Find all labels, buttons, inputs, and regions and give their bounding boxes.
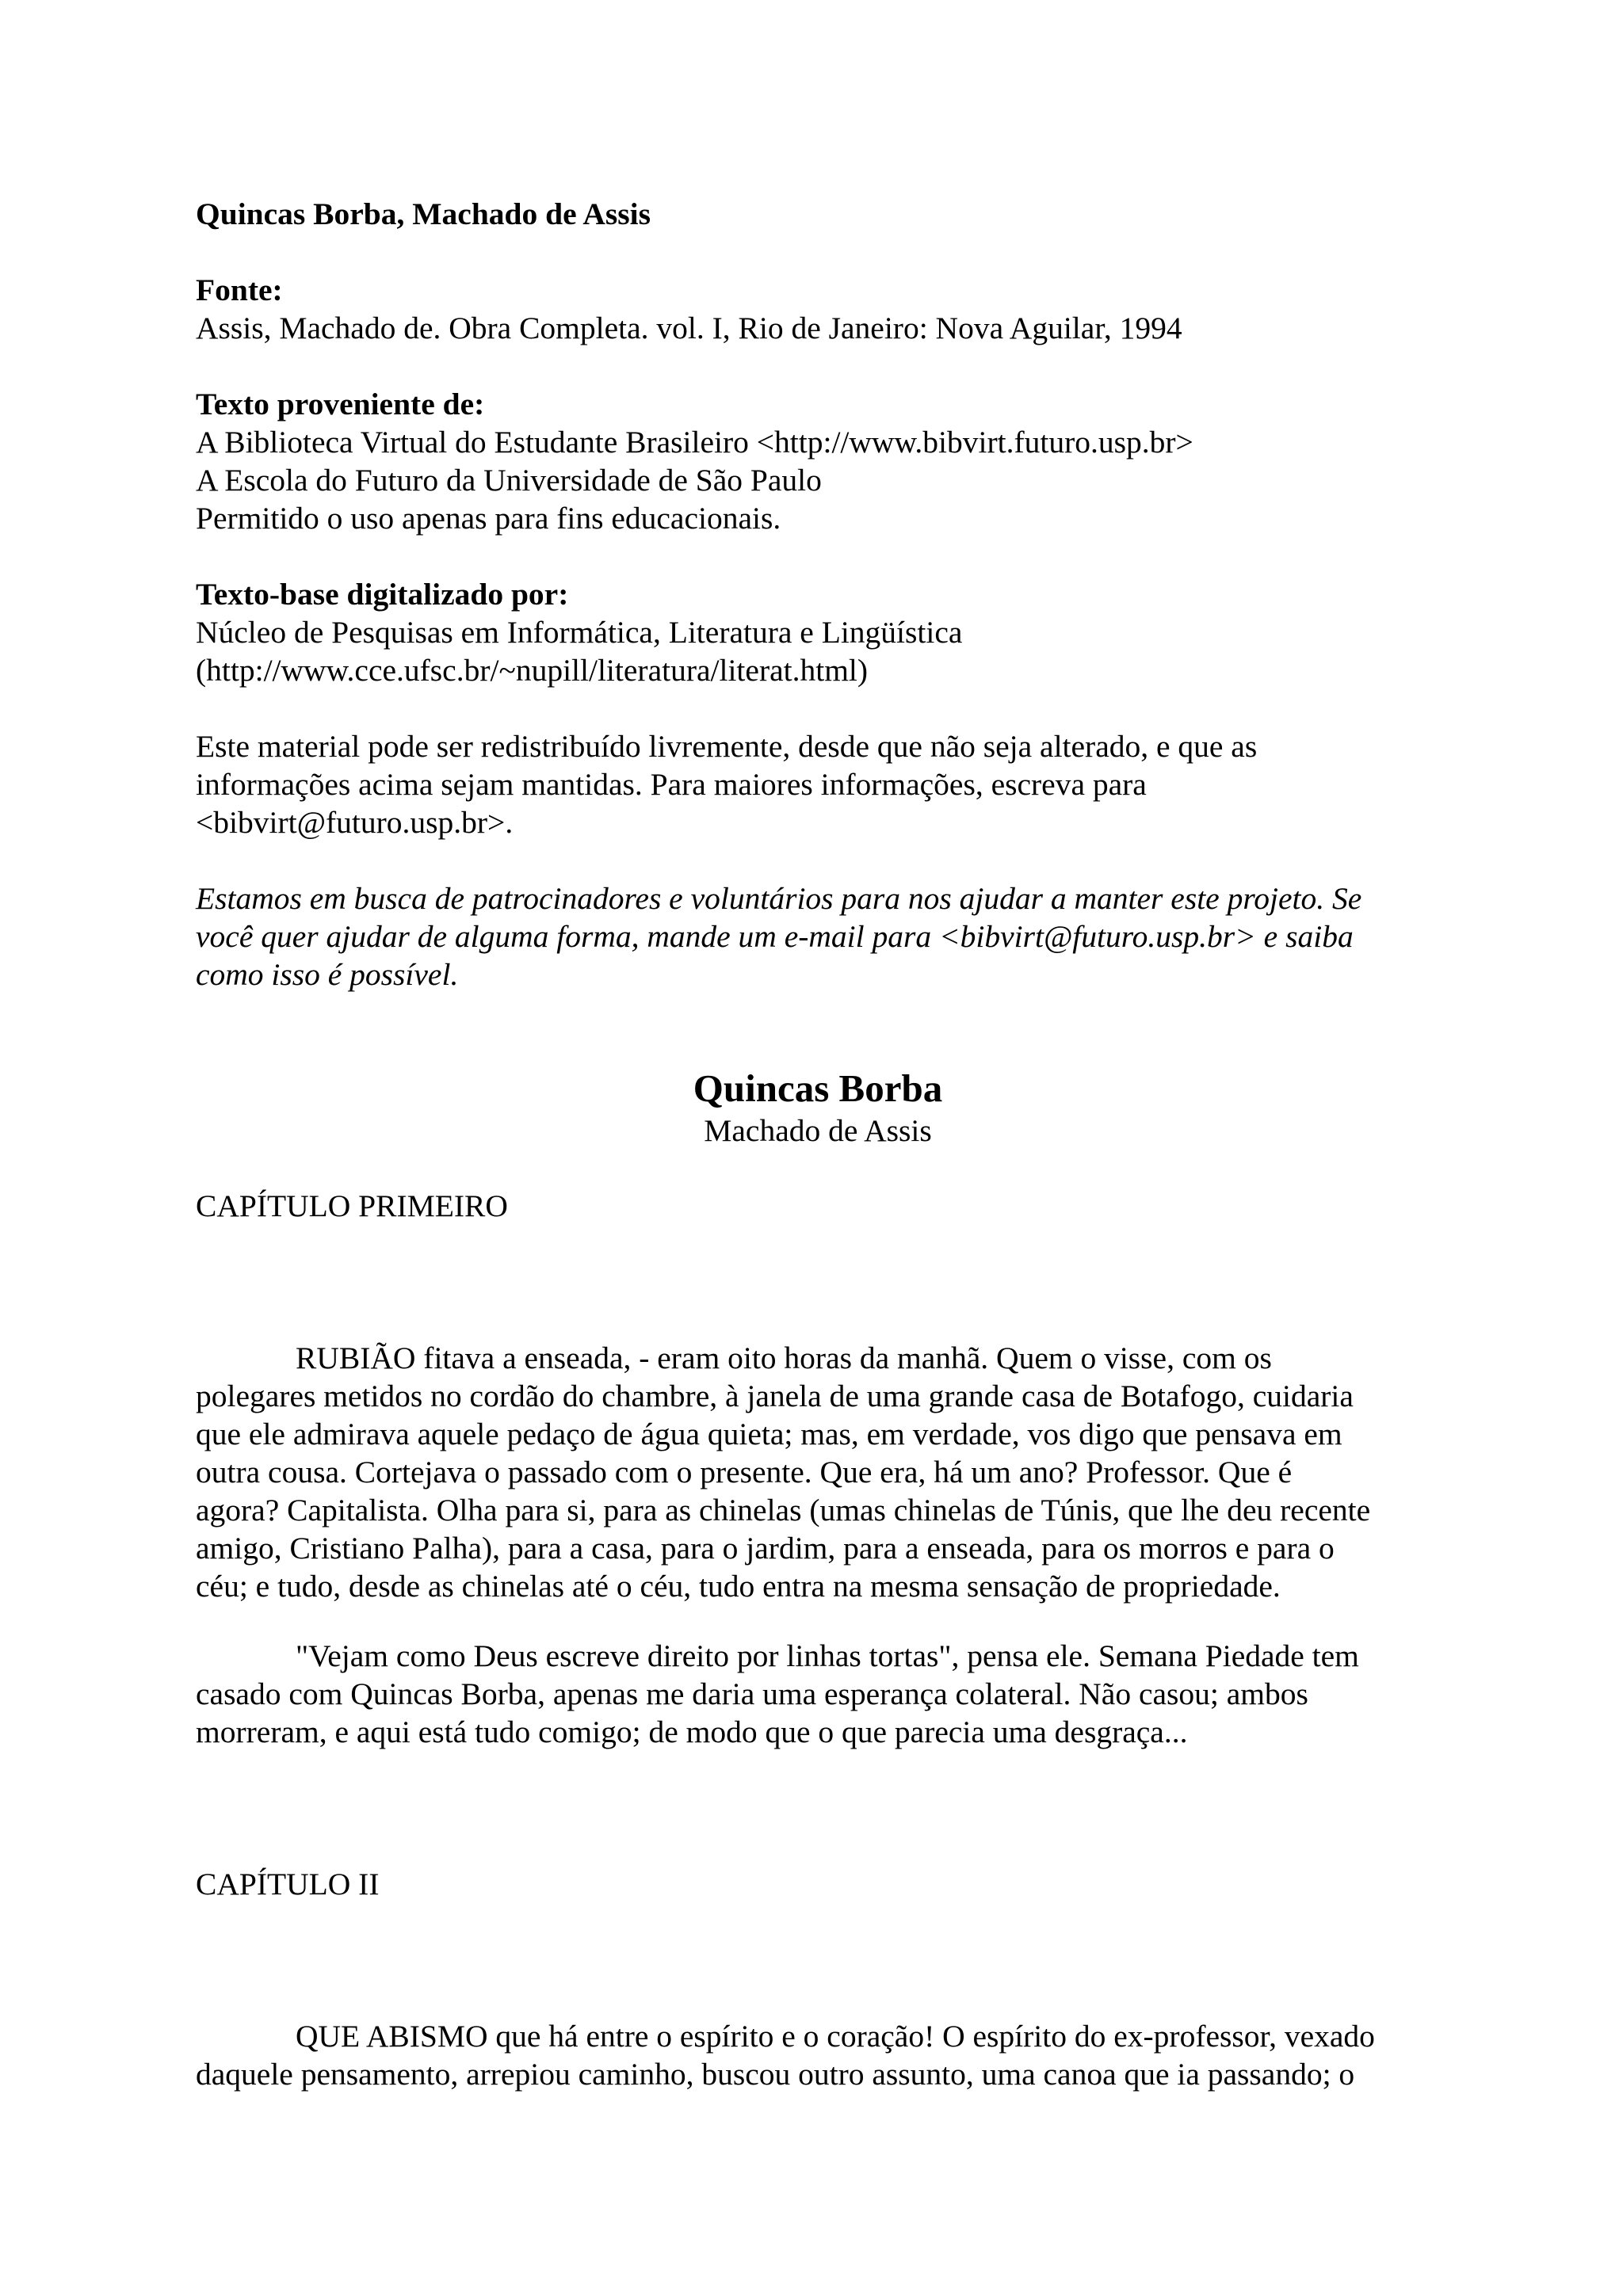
origin-line: A Biblioteca Virtual do Estudante Brasileiro <http://www.bibvirt.futuro.usp.br> — [196, 425, 1193, 460]
paragraph-line: céu; e tudo, desde as chinelas até o céu, tudo entra na mesma sensação de propriedade. — [196, 1569, 1281, 1604]
appeal-paragraph — [196, 879, 1361, 994]
chapter-heading: CAPÍTULO II — [196, 1867, 380, 1901]
paragraph-line: casado com Quincas Borba, apenas me daria uma esperança colateral. Não casou; ambos — [196, 1676, 1308, 1711]
paragraph-line: agora? Capitalista. Olha para si, para as chinelas (umas chinelas de Túnis, que lhe deu recente — [196, 1493, 1371, 1527]
paragraph-line: outra cousa. Cortejava o passado com o presente. Que era, há um ano? Professor. Que é — [196, 1455, 1293, 1489]
paragraph-line: QUE ABISMO que há entre o espírito e o coração! O espírito do ex-professor, vexado — [296, 2019, 1375, 2054]
origin-line: A Escola do Futuro da Universidade de São Paulo — [196, 463, 822, 498]
paragraph-line: polegares metidos no cordão do chambre, à janela de uma grande casa de Botafogo, cuidaria — [196, 1379, 1354, 1413]
appeal-line: como isso é possível. — [196, 957, 459, 992]
source-label: Fonte: — [196, 273, 283, 307]
chapter1-paragraph-2 — [196, 1637, 1359, 1751]
origin-section — [196, 385, 1193, 537]
source-text: Assis, Machado de. Obra Completa. vol. I, Rio de Janeiro: Nova Aguilar, 1994 — [196, 311, 1182, 345]
appeal-line: Estamos em busca de patrocinadores e voluntários para nos ajudar a manter este projeto. Se — [196, 881, 1362, 916]
digitized-section — [196, 575, 962, 689]
chapter1-paragraph-1 — [196, 1339, 1370, 1605]
paragraph-line: daquele pensamento, arrepiou caminho, buscou outro assunto, uma canoa que ia passando; o — [196, 2057, 1355, 2092]
source-section — [196, 271, 1182, 347]
book-title: Quincas Borba — [693, 1066, 943, 1110]
paragraph-line: morreram, e aqui está tudo comigo; de modo que o que parecia uma desgraça... — [196, 1714, 1188, 1749]
digitized-line: (http://www.cce.ufsc.br/~nupill/literatura/literat.html) — [196, 653, 869, 688]
license-paragraph — [196, 727, 1257, 841]
origin-label: Texto proveniente de: — [196, 387, 485, 421]
digitized-label: Texto-base digitalizado por: — [196, 577, 569, 612]
paragraph-line: amigo, Cristiano Palha), para a casa, para o jardim, para a enseada, para os morros e para o — [196, 1531, 1335, 1566]
license-line: informações acima sejam mantidas. Para maiores informações, escreva para — [196, 767, 1147, 802]
license-line: <bibvirt@futuro.usp.br>. — [196, 805, 514, 840]
license-line: Este material pode ser redistribuído livremente, desde que não seja alterado, e que as — [196, 729, 1258, 764]
book-author: Machado de Assis — [704, 1113, 932, 1148]
chapter2-paragraph-1 — [196, 2017, 1375, 2093]
chapter-heading: CAPÍTULO PRIMEIRO — [196, 1188, 508, 1223]
document-header-title: Quincas Borba, Machado de Assis — [196, 196, 651, 231]
paragraph-line: que ele admirava aquele pedaço de água quieta; mas, em verdade, vos digo que pensava em — [196, 1417, 1342, 1451]
origin-line: Permitido o uso apenas para fins educacionais. — [196, 501, 781, 536]
digitized-line: Núcleo de Pesquisas em Informática, Literatura e Lingüística — [196, 615, 963, 650]
paragraph-line: RUBIÃO fitava a enseada, - eram oito horas da manhã. Quem o visse, com os — [296, 1341, 1272, 1375]
paragraph-line: "Vejam como Deus escreve direito por linhas tortas", pensa ele. Semana Piedade tem — [296, 1638, 1359, 1673]
appeal-line: você quer ajudar de alguma forma, mande um e-mail para <bibvirt@futuro.usp.br> e saiba — [196, 919, 1354, 954]
